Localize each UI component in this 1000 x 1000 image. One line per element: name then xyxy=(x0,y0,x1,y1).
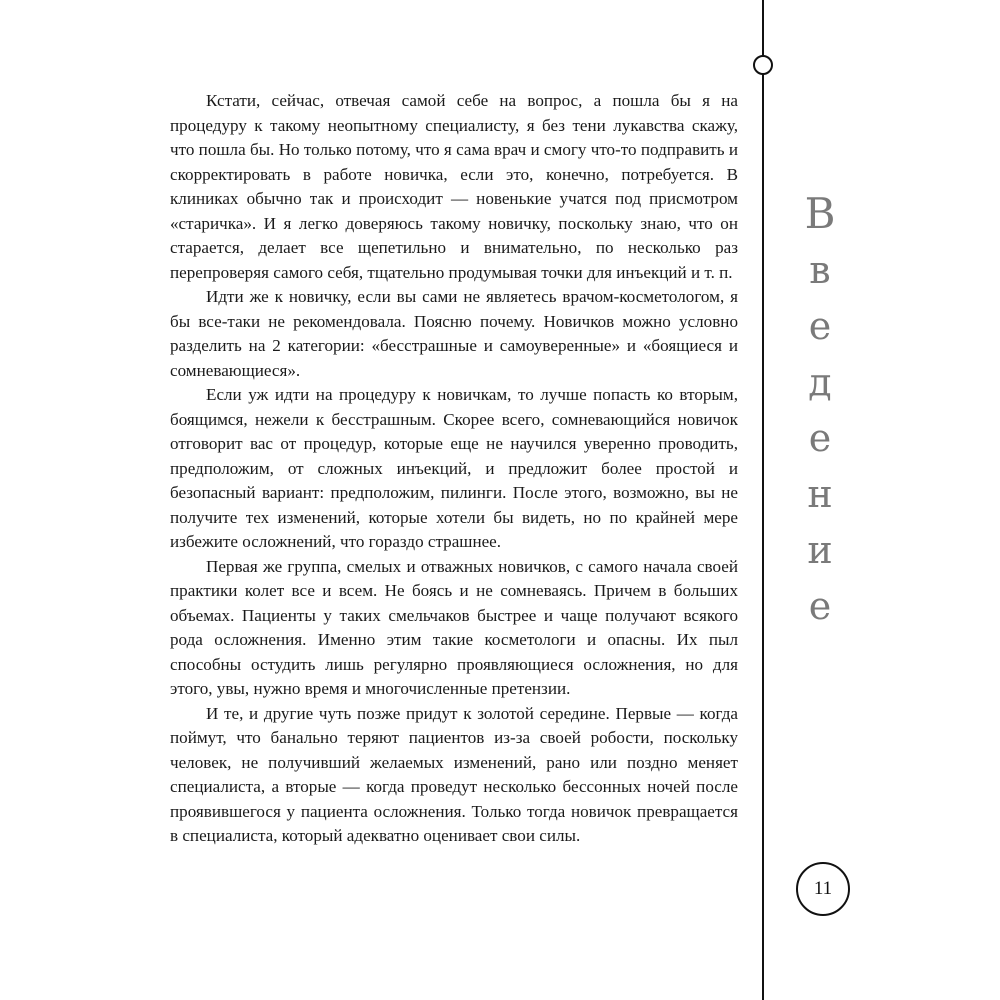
section-title-letter: н xyxy=(807,472,833,516)
section-title-letter: е xyxy=(808,584,832,628)
paragraph: Кстати, сейчас, отвечая самой себе на вопрос, а пошла бы я на процедуру к такому неопытному специалисту, я без тени лукавства скажу, что пошла бы. Но только потому, что я сама врач и смогу что-то подправить и скорректировать в работе новичка, если это, конечно, потребуется. В клиниках обычно так и происходит — новенькие учатся под присмотром «старичка». И я легко доверяюсь такому новичку, поскольку знаю, что он старается, делает все щепетильно и внимательно, по несколько раз перепроверяя самого себя, тщательно продумывая точки для инъекций и т. п. xyxy=(170,91,738,282)
paragraph: Первая же группа, смелых и отважных новичков, с самого начала своей практики колет все и всем. Не боясь и не сомневаясь. Причем в больших объемах. Пациенты у таких смельчаков быстрее и чаще получают всякого рода осложнения. Именно этим такие косметологи и опасны. Их пыл способны остудить лишь регулярно проявляющиеся осложнения, но для этого, увы, нужно время и многочисленные претензии. xyxy=(170,556,738,698)
section-title-letter: и xyxy=(807,528,833,572)
section-title-vertical xyxy=(800,186,840,634)
body-text xyxy=(170,89,738,849)
section-title-letter: е xyxy=(808,304,832,348)
section-title-letter: е xyxy=(808,416,832,460)
vertical-rule xyxy=(762,0,764,1000)
section-title-letter: В xyxy=(804,189,836,238)
paragraph: Если уж идти на процедуру к новичкам, то лучше попасть ко вторым, боящимся, нежели к бесстрашным. Скорее всего, сомневающийся новичок отговорит вас от процедур, которые еще не научился уверенно проводить, предположим, от сложных инъекций, и предложит более простой и безопасный вариант: предположим, пилинги. После этого, возможно, вы не получите тех изменений, которые хотели бы видеть, но по крайней мере избежите осложнений, что гораздо страшнее. xyxy=(170,385,738,551)
paragraph: Идти же к новичку, если вы сами не являетесь врачом-косметологом, я бы все-таки не рекомендовала. Поясню почему. Новичков можно условно разделить на 2 категории: «бесстрашные и самоуверенные» и «боящиеся и сомневающиеся». xyxy=(170,287,738,380)
section-title-letter: д xyxy=(808,360,832,404)
page-number: 11 xyxy=(796,862,850,916)
rule-ring-ornament xyxy=(753,55,773,75)
section-title-letter: в xyxy=(809,248,831,292)
paragraph: И те, и другие чуть позже придут к золотой середине. Первые — когда поймут, что банально теряют пациентов из-за своей робости, поскольку человек, не получивший желаемых изменений, рано или поздно меняет специалиста, а вторые — когда проведут несколько бессонных ночей после проявившегося у пациента осложнения. Только тогда новичок превращается в специалиста, который адекватно оценивает свои силы. xyxy=(170,703,738,845)
